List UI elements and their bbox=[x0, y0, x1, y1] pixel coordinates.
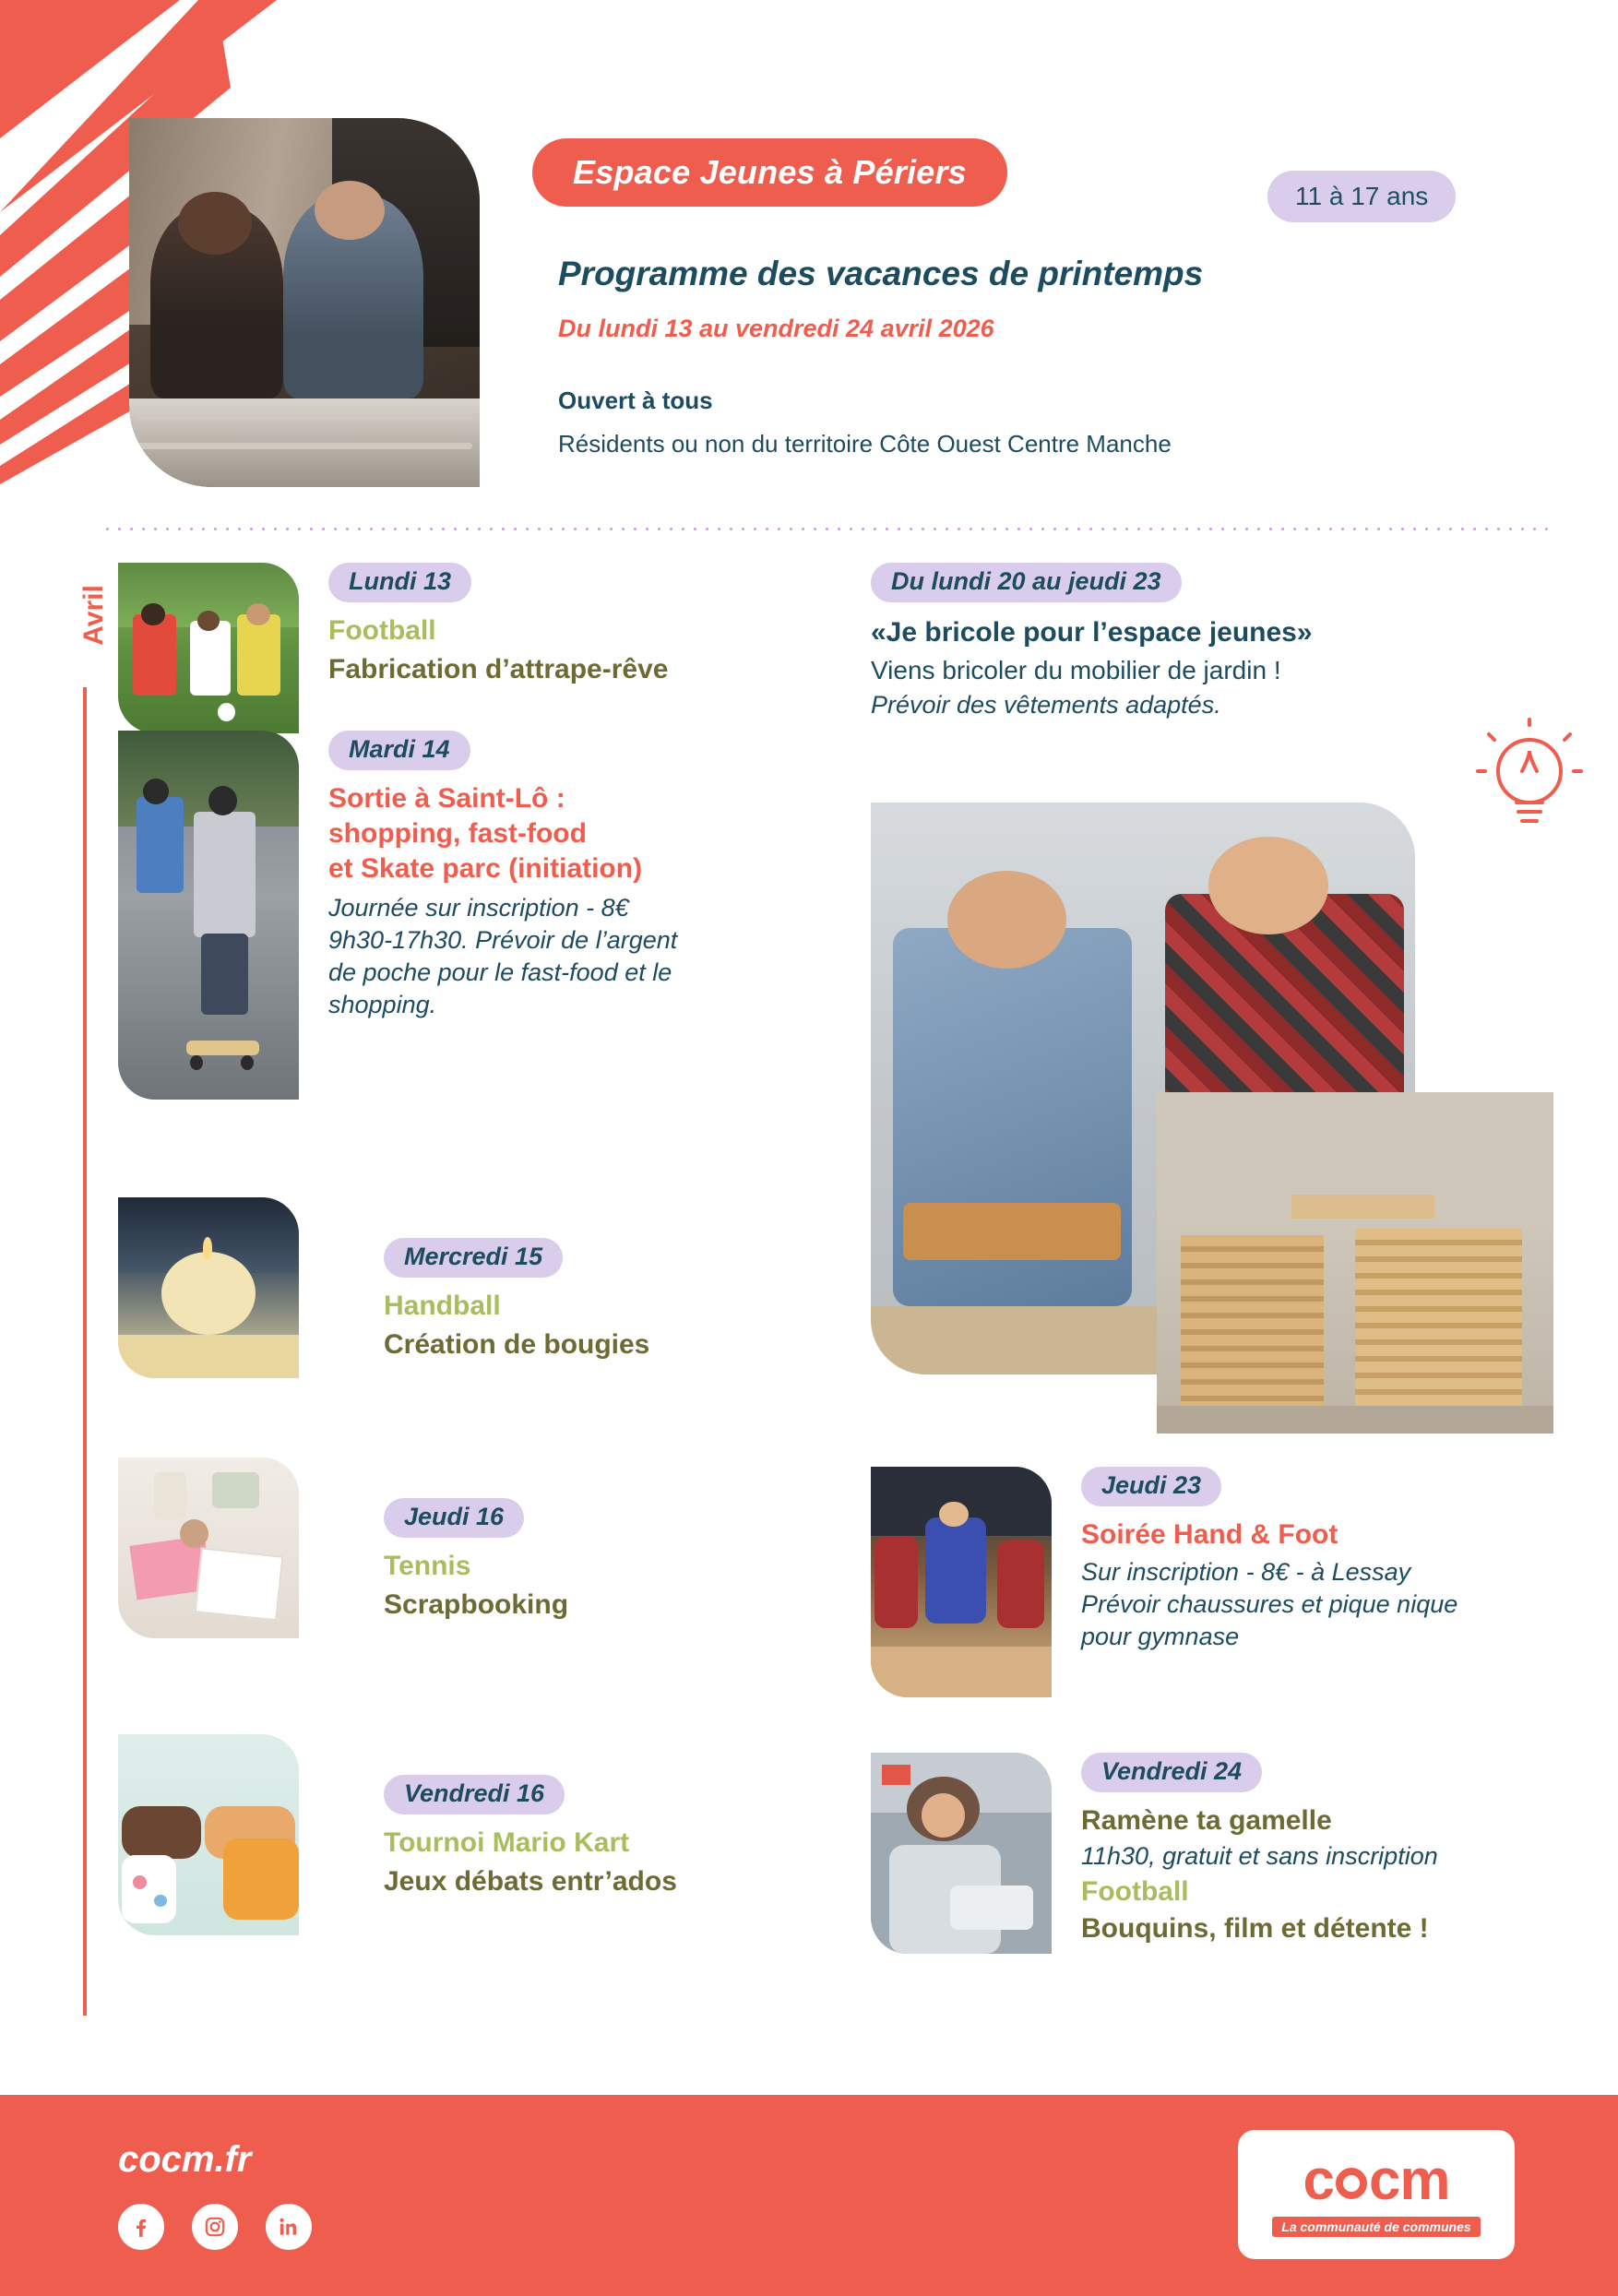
title-pill bbox=[532, 138, 1007, 207]
month-rail-line bbox=[83, 687, 87, 2016]
activity-line: Bouquins, film et détente ! bbox=[1081, 1913, 1429, 1944]
day-pill: Mardi 14 bbox=[328, 731, 470, 770]
activity-note: Sur inscription - 8€ - à Lessay bbox=[1081, 1558, 1411, 1586]
entry-vendredi-16 bbox=[118, 1734, 819, 1937]
activity-line: Jeux débats entr’ados bbox=[384, 1866, 677, 1897]
activity-line: Création de bougies bbox=[384, 1329, 650, 1360]
page-title: Espace Jeunes à Périers bbox=[573, 153, 967, 191]
program-title: Programme des vacances de printemps bbox=[558, 255, 1204, 292]
instagram-icon[interactable] bbox=[192, 2204, 238, 2250]
activity-line: Soirée Hand & Foot bbox=[1081, 1519, 1338, 1550]
entry-bricolage bbox=[871, 563, 1553, 775]
logo-text: c bbox=[1303, 2148, 1334, 2212]
activity-note: 9h30-17h30. Prévoir de l’argent bbox=[328, 926, 678, 954]
activity-line: Scrapbooking bbox=[384, 1589, 569, 1620]
day-pill: Mercredi 15 bbox=[384, 1238, 563, 1278]
program-dates: Du lundi 13 au vendredi 24 avril 2026 bbox=[558, 315, 994, 342]
activity-line: Football bbox=[328, 615, 436, 646]
lightbulb-icon bbox=[1474, 718, 1585, 838]
logo-text-2: cm bbox=[1368, 2148, 1450, 2212]
activity-line: Football bbox=[1081, 1876, 1189, 1907]
activity-line: Tennis bbox=[384, 1551, 471, 1581]
age-badge-label: 11 à 17 ans bbox=[1295, 182, 1429, 210]
bricolage-title: «Je bricole pour l’espace jeunes» bbox=[871, 617, 1313, 648]
activity-note: Prévoir chaussures et pique nique bbox=[1081, 1590, 1458, 1618]
photo-mobilier-jardin bbox=[1157, 1092, 1553, 1434]
thumbnail-handball bbox=[871, 1467, 1052, 1697]
page-header bbox=[0, 0, 1618, 517]
activity-note: Journée sur inscription - 8€ bbox=[328, 894, 629, 922]
activity-note: 11h30, gratuit et sans inscription bbox=[1081, 1842, 1438, 1870]
hero-photo-babyfoot bbox=[129, 118, 480, 487]
logo-wordmark bbox=[1303, 2148, 1450, 2212]
thumbnail-jeux-video bbox=[871, 1753, 1052, 1954]
entry-mercredi-15 bbox=[118, 1197, 819, 1382]
day-pill: Lundi 13 bbox=[328, 563, 471, 602]
entry-lundi-13 bbox=[118, 563, 819, 738]
open-to-all-title: Ouvert à tous bbox=[558, 387, 713, 414]
thumbnail-bougie bbox=[118, 1197, 299, 1378]
page-footer bbox=[0, 2095, 1618, 2296]
day-pill: Jeudi 16 bbox=[384, 1498, 524, 1538]
day-pill: Vendredi 24 bbox=[1081, 1753, 1262, 1792]
day-pill: Jeudi 23 bbox=[1081, 1467, 1221, 1506]
entry-mardi-14 bbox=[118, 731, 819, 1100]
dotted-divider bbox=[101, 528, 1550, 530]
activity-line: Handball bbox=[384, 1291, 501, 1321]
activity-line: Ramène ta gamelle bbox=[1081, 1805, 1332, 1836]
activity-line: shopping, fast-food bbox=[328, 818, 587, 849]
activity-note: pour gymnase bbox=[1081, 1623, 1240, 1650]
age-badge bbox=[1267, 171, 1456, 222]
website-link[interactable]: cocm.fr bbox=[118, 2139, 252, 2180]
activity-line: et Skate parc (initiation) bbox=[328, 853, 643, 884]
bricolage-note: Prévoir des vêtements adaptés. bbox=[871, 691, 1221, 719]
activity-line: Tournoi Mario Kart bbox=[384, 1827, 630, 1858]
cocm-logo bbox=[1238, 2130, 1515, 2259]
month-rail bbox=[57, 572, 113, 2011]
bricolage-line: Viens bricoler du mobilier de jardin ! bbox=[871, 656, 1281, 684]
day-pill: Du lundi 20 au jeudi 23 bbox=[871, 563, 1182, 602]
thumbnail-skate bbox=[118, 731, 299, 1100]
activity-line: Sortie à Saint-Lô : bbox=[328, 783, 565, 814]
activity-note: de poche pour le fast-food et le bbox=[328, 958, 672, 986]
day-pill: Vendredi 16 bbox=[384, 1775, 565, 1814]
entry-vendredi-24 bbox=[871, 1753, 1553, 1993]
activity-note: shopping. bbox=[328, 991, 437, 1018]
thumbnail-football bbox=[118, 563, 299, 733]
open-to-all-subtitle: Résidents ou non du territoire Côte Ouest Centre Manche bbox=[558, 430, 1172, 458]
thumbnail-scrapbooking bbox=[118, 1457, 299, 1638]
logo-dot-icon bbox=[1336, 2168, 1367, 2199]
logo-tagline: La communauté de communes bbox=[1272, 2217, 1480, 2237]
thumbnail-mariokart bbox=[118, 1734, 299, 1935]
month-label: Avril bbox=[78, 585, 109, 646]
linkedin-icon[interactable] bbox=[266, 2204, 312, 2250]
entry-jeudi-16 bbox=[118, 1457, 819, 1642]
activity-line: Fabrication d’attrape-rêve bbox=[328, 654, 669, 684]
entry-jeudi-23 bbox=[871, 1467, 1553, 1697]
facebook-icon[interactable] bbox=[118, 2204, 164, 2250]
